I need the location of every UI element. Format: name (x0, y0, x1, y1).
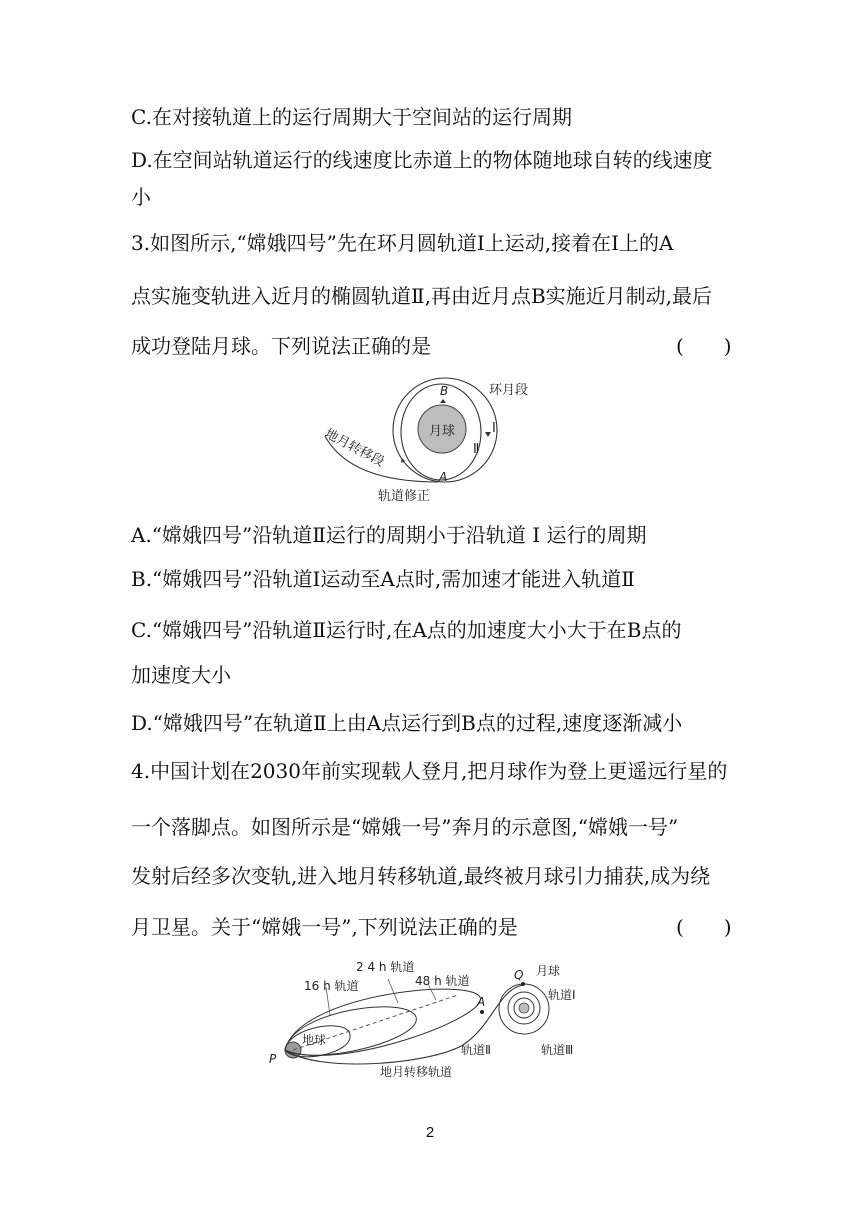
q3-option-d: D.“嫦娥四号”在轨道Ⅱ上由A点运行到B点的过程,速度逐渐减小 (131, 711, 683, 735)
orbit-16h-label: 16 h 轨道 (304, 979, 359, 993)
page-number: 2 (425, 1124, 435, 1141)
arrow-marker (440, 399, 446, 403)
q3-option-c-line1: C.“嫦娥四号”沿轨道Ⅱ运行时,在A点的加速度大小大于在B点的 (131, 618, 682, 642)
q4-earth-moon-transfer-figure (258, 955, 598, 1085)
q2-option-d-line1: D.在空间站轨道运行的线速度比赤道上的物体随地球自转的线速度 (131, 148, 713, 172)
q3-option-a: A.“嫦娥四号”沿轨道Ⅱ运行的周期小于沿轨道 I 运行的周期 (131, 523, 647, 547)
q4-stem-line2: 一个落脚点。如图所示是“嫦娥一号”奔月的示意图,“嫦娥一号” (131, 815, 679, 839)
q3-answer-paren: ( ) (676, 334, 732, 358)
q3-option-c-line2: 加速度大小 (131, 663, 231, 687)
point-a-dot (480, 1010, 484, 1014)
point-p-label: P (269, 1052, 277, 1066)
track-1-label: 轨道Ⅰ (548, 988, 576, 1002)
arrow-marker (485, 432, 491, 437)
ring-segment-label: 环月段 (489, 383, 529, 398)
q2-option-c: C.在对接轨道上的运行周期大于空间站的运行周期 (131, 105, 572, 129)
moon-label: 月球 (536, 964, 561, 978)
orbit-24h-label: 2 4 h 轨道 (356, 960, 415, 974)
moon-disc (519, 1003, 529, 1013)
q4-answer-paren: ( ) (676, 915, 732, 939)
transfer-orbit-label: 地月转移轨道 (380, 1065, 453, 1079)
track-2-label: 轨道Ⅱ (461, 1043, 491, 1057)
track-3-label: 轨道Ⅲ (541, 1043, 574, 1057)
q4-stem-line4: 月卫星。关于“嫦娥一号”,下列说法正确的是 (131, 915, 518, 939)
point-a-label: A (477, 995, 486, 1009)
q3-stem-line2: 点实施变轨进入近月的椭圆轨道Ⅱ,再由近月点B实施近月制动,最后 (131, 284, 713, 308)
point-q-label: Q (514, 968, 524, 982)
q4-stem-line3: 发射后经多次变轨,进入地月转移轨道,最终被月球引力捕获,成为绕 (131, 864, 711, 888)
moon-label: 月球 (428, 424, 456, 439)
q3-option-b: B.“嫦娥四号”沿轨道Ⅰ运动至A点时,需加速才能进入轨道Ⅱ (131, 567, 635, 591)
q3-stem-line1: 3.如图所示,“嫦娥四号”先在环月圆轨道Ⅰ上运动,接着在Ⅰ上的A (131, 231, 674, 255)
point-a-label: A (439, 470, 448, 484)
transfer-segment-label: 地月转移段 (322, 426, 387, 471)
orbit-2-label: Ⅱ (473, 442, 480, 457)
q2-option-d-line2: 小 (131, 185, 151, 209)
q3-moon-orbit-figure (320, 374, 550, 506)
orbit-1-label: Ⅰ (492, 421, 496, 436)
point-b-label: B (440, 384, 449, 398)
earth-label: 地球 (302, 1033, 327, 1047)
leader-line (388, 979, 398, 1003)
q4-stem-line1: 4.中国计划在2030年前实现载人登月,把月球作为登上更遥远行星的 (131, 759, 728, 783)
q3-stem-line3: 成功登陆月球。下列说法正确的是 (131, 334, 431, 358)
orbit-48h-label: 48 h 轨道 (415, 974, 470, 988)
point-q-dot (521, 982, 525, 986)
correction-label: 轨道修正 (378, 489, 431, 504)
